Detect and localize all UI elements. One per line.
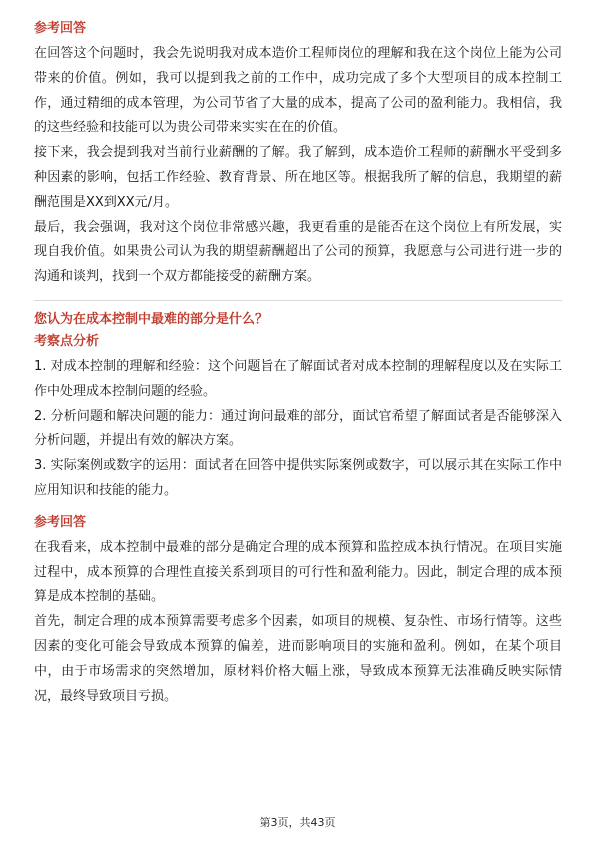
question-heading: 您认为在成本控制中最难的部分是什么？ xyxy=(34,311,269,327)
analysis-heading: 考察点分析 xyxy=(34,333,100,349)
document-page xyxy=(34,20,562,709)
spacer xyxy=(34,504,562,514)
answer-paragraph: 在回答这个问题时，我会先说明我对成本造价工程师岗位的理解和我在这个岗位上能为公司带来的价值。例如，我可以提到我之前的工作中，成功完成了多个大型项目的成本控制工作，通过精细的成本管理，为公司节省了大量的成本，提高了公司的盈利能力。我相信，我的这些经验和技能可以为贵公司带来实实在在的价值。 xyxy=(34,46,562,136)
answer-paragraph: 接下来，我会提到我对当前行业薪酬的了解。我了解到，成本造价工程师的薪酬水平受到多种因素的影响，包括工作经验、教育背景、所在地区等。根据我所了解的信息，我期望的薪酬范围是XX到XX元/月。 xyxy=(34,145,562,210)
page-footer: 第3页，共43页 xyxy=(259,816,336,829)
analysis-item: 2. 分析问题和解决问题的能力：通过询问最难的部分，面试官希望了解面试者是否能够深入分析问题，并提出有效的解决方案。 xyxy=(34,408,562,449)
answer-heading: 参考回答 xyxy=(34,514,87,530)
section-divider xyxy=(34,300,562,301)
answer-heading: 参考回答 xyxy=(34,21,87,36)
analysis-item: 1. 对成本控制的理解和经验：这个问题旨在了解面试者对成本控制的理解程度以及在实际工作中处理成本控制问题的经验。 xyxy=(34,358,562,399)
answer-paragraph: 在我看来，成本控制中最难的部分是确定合理的成本预算和监控成本执行情况。在项目实施过程中，成本预算的合理性直接关系到项目的可行性和盈利能力。因此，制定合理的成本预算是成本控制的基础。 xyxy=(34,539,562,605)
answer-paragraph: 首先，制定合理的成本预算需要考虑多个因素，如项目的规模、复杂性、市场行情等。这些因素的变化可能会导致成本预算的偏差，进而影响项目的实施和盈利。例如，在某个项目中，由于市场需求的突然增加，原材料价格大幅上涨，导致成本预算无法准确反映实际情况，最终导致项目亏损。 xyxy=(34,614,562,704)
analysis-item: 3. 实际案例或数字的运用：面试者在回答中提供实际案例或数字，可以展示其在实际工作中应用知识和技能的能力。 xyxy=(34,458,562,498)
answer-paragraph: 最后，我会强调，我对这个岗位非常感兴趣，我更看重的是能否在这个岗位上有所发展，实现自我价值。如果贵公司认为我的期望薪酬超出了公司的预算，我愿意与公司进行进一步的沟通和谈判，找到一个双方都能接受的薪酬方案。 xyxy=(34,219,562,285)
